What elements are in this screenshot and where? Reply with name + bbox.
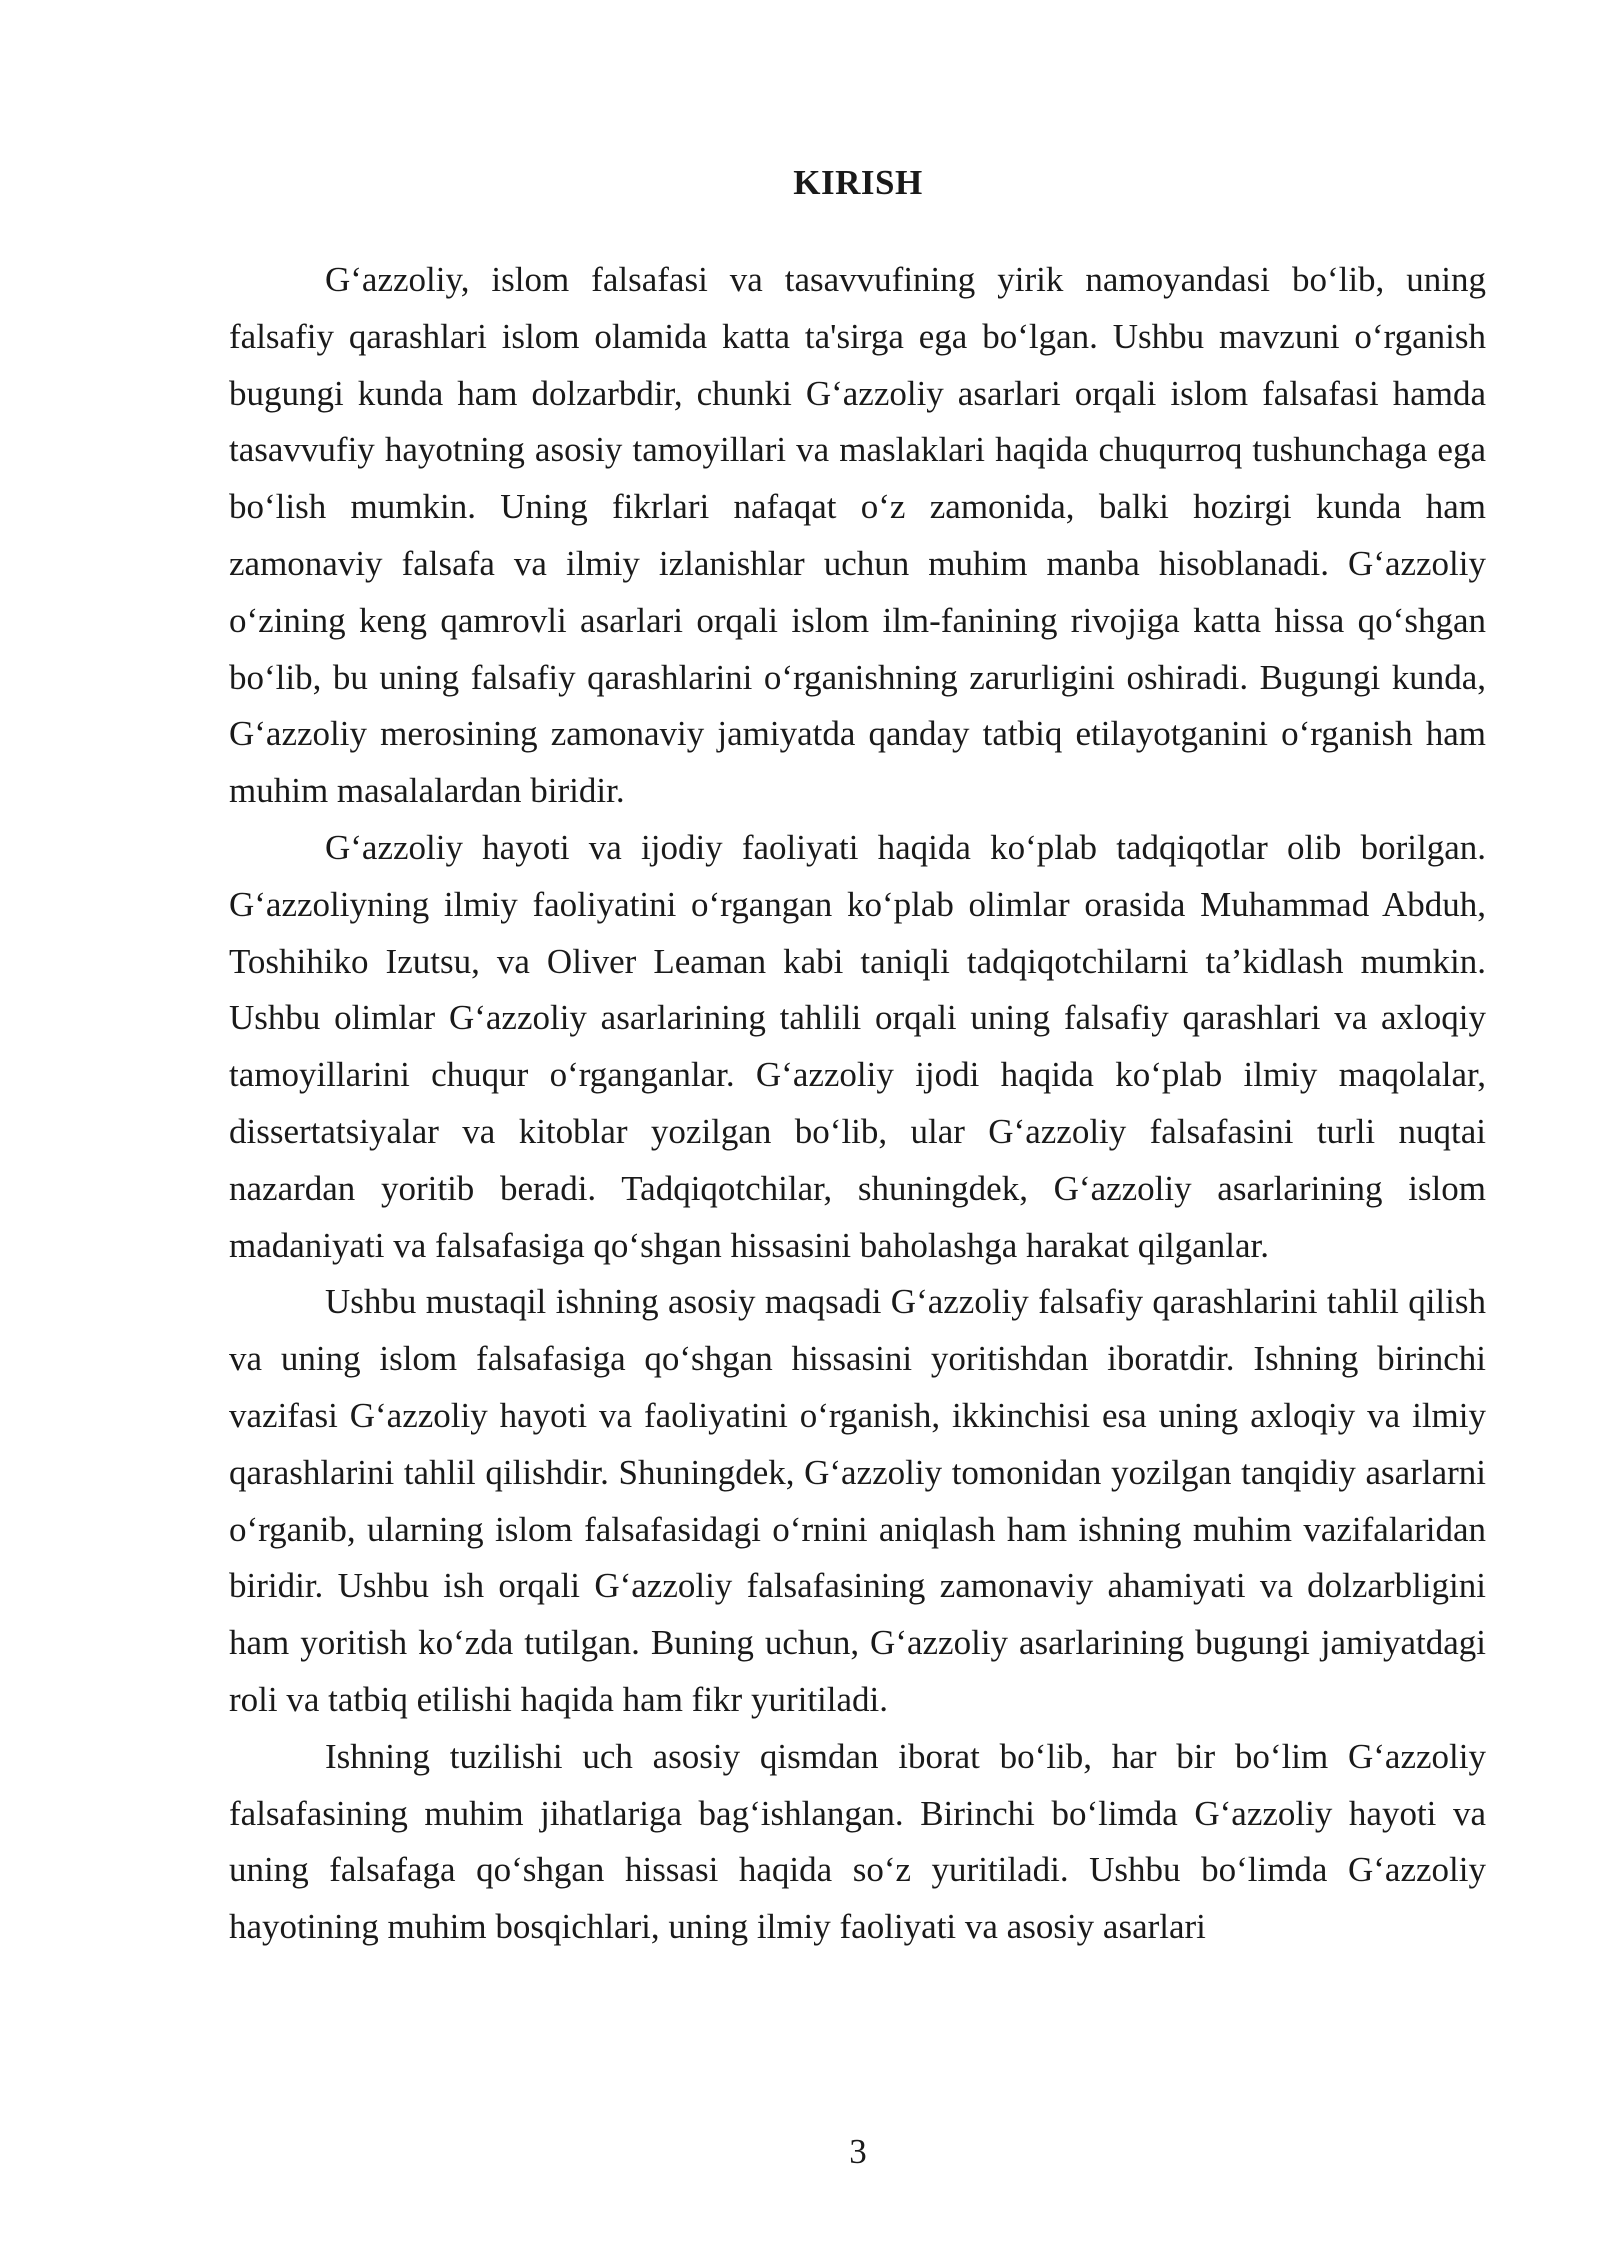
body-text (229, 252, 1486, 1956)
paragraph-4: Ishning tuzilishi uch asosiy qismdan iborat bo‘lib, har bir bo‘lim G‘azzoliy falsafasining muhim jihatlariga bag‘ishlangan. Birinchi bo‘limda G‘azzoliy hayoti va uning falsafaga qo‘shgan hissasi haqida so‘z yuritiladi. Ushbu bo‘limda G‘azzoliy hayotining muhim bosqichlari, uning ilmiy faoliyati va asosiy asarlari (229, 1736, 1486, 1947)
paragraph-2: G‘azzoliy hayoti va ijodiy faoliyati haqida ko‘plab tadqiqotlar olib borilgan. G‘azzoliyning ilmiy faoliyatini o‘rgangan ko‘plab olimlar orasida Muhammad Abduh, Toshihiko Izutsu, va Oliver Leaman kabi taniqli tadqiqotchilarni ta’kidlash mumkin. Ushbu olimlar G‘azzoliy asarlarining tahlili orqali uning falsafiy qarashlari va axloqiy tamoyillarini chuqur o‘rganganlar. G‘azzoliy ijodi haqida ko‘plab ilmiy maqolalar, dissertatsiyalar va kitoblar yozilgan bo‘lib, ular G‘azzoliy falsafasini turli nuqtai nazardan yoritib beradi. Tadqiqotchilar, shuningdek, G‘azzoliy asarlarining islom madaniyati va falsafasiga qo‘shgan hissasini baholashga harakat qilganlar. (229, 827, 1486, 1265)
paragraph-1: G‘azzoliy, islom falsafasi va tasavvufining yirik namoyandasi bo‘lib, uning falsafiy qarashlari islom olamida katta ta'sirga ega bo‘lgan. Ushbu mavzuni o‘rganish bugungi kunda ham dolzarbdir, chunki G‘azzoliy asarlari orqali islom falsafasi hamda tasavvufiy hayotning asosiy tamoyillari va maslaklari haqida chuqurroq tushunchaga ega bo‘lish mumkin. Uning fikrlari nafaqat o‘z zamonida, balki hozirgi kunda ham zamonaviy falsafa va ilmiy izlanishlar uchun muhim manba hisoblanadi. G‘azzoliy o‘zining keng qamrovli asarlari orqali islom ilm-fanining rivojiga katta hissa qo‘shgan bo‘lib, bu uning falsafiy qarashlarini o‘rganishning zarurligini oshiradi. Bugungi kunda, G‘azzoliy merosining zamonaviy jamiyatda qanday tatbiq etilayotganini o‘rganish ham muhim masalalardan biridir. (229, 260, 1486, 811)
page-title: KIRISH (793, 163, 923, 202)
paragraph-3: Ushbu mustaqil ishning asosiy maqsadi G‘azzoliy falsafiy qarashlarini tahlil qilish va uning islom falsafasiga qo‘shgan hissasini yoritishdan iboratdir. Ishning birinchi vazifasi G‘azzoliy hayoti va faoliyatini o‘rganish, ikkinchisi esa uning axloqiy va ilmiy qarashlarini tahlil qilishdir. Shuningdek, G‘azzoliy tomonidan yozilgan tanqidiy asarlarni o‘rganib, ularning islom falsafasidagi o‘rnini aniqlash ham ishning muhim vazifalaridan biridir. Ushbu ish orqali G‘azzoliy falsafasining zamonaviy ahamiyati va dolzarbligini ham yoritish ko‘zda tutilgan. Buning uchun, G‘azzoliy asarlarining bugungi jamiyatdagi roli va tatbiq etilishi haqida ham fikr yuritiladi. (229, 1282, 1486, 1719)
page-number: 3 (849, 2132, 867, 2171)
